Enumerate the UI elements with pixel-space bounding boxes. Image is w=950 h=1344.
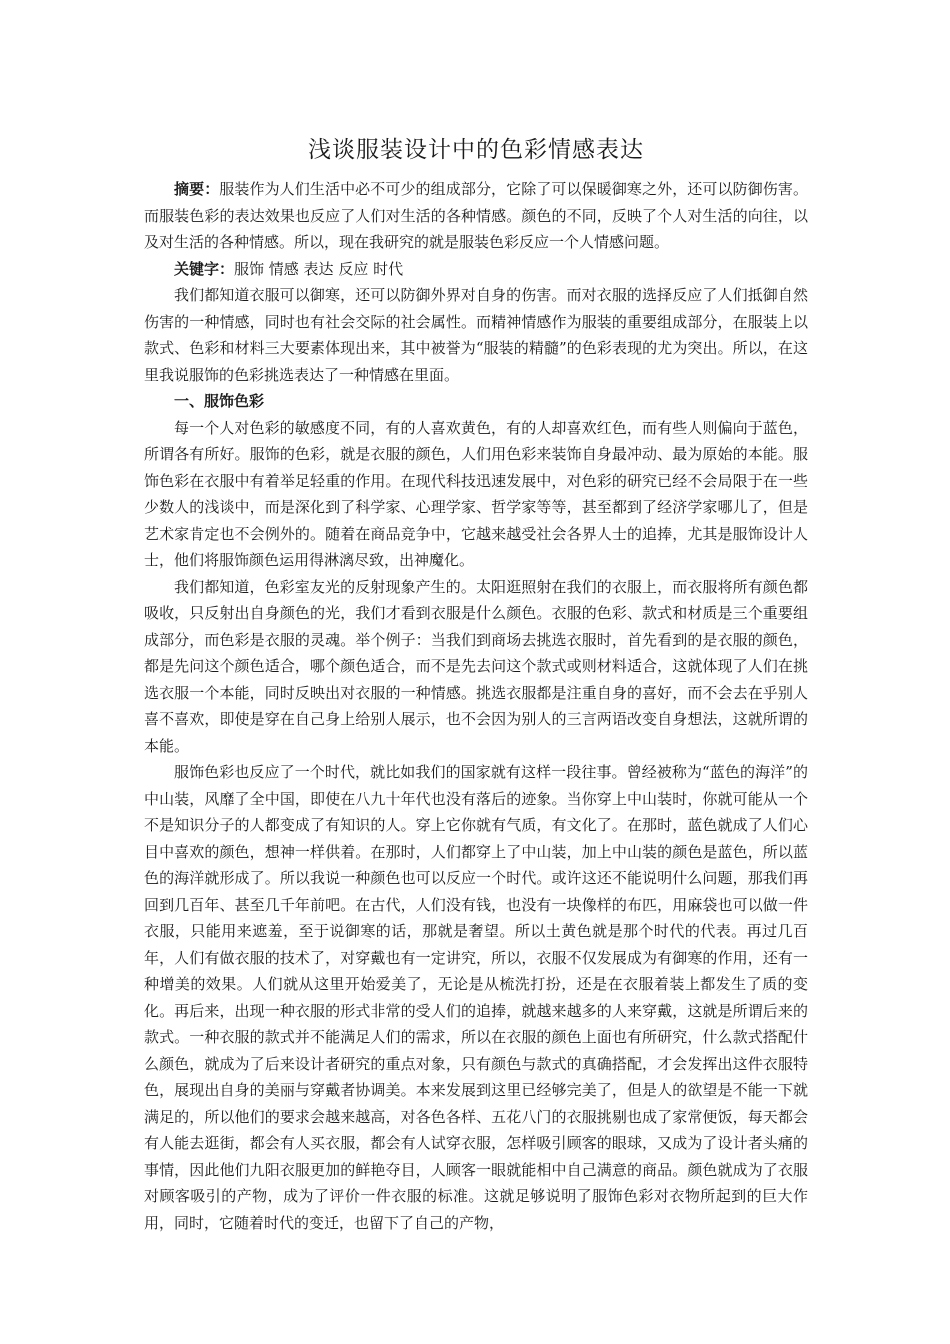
body-paragraph: 我们都知道，色彩室友光的反射现象产生的。太阳逛照射在我们的衣服上，而衣服将所有颜色都吸收，只反射出自身颜色的光，我们才看到衣服是什么颜色。衣服的色彩、款式和材质是三个重要组成部分，而色彩是衣服的灵魂。举个例子：当我们到商场去挑选衣服时，首先看到的是衣服的颜色，都是先问这个颜色适合，哪个颜色适合，而不是先去问这个款式或则材料适合，这就体现了人们在挑选衣服一个本能，同时反映出对衣服的一种情感。挑选衣服都是注重自身的喜好，而不会去在乎别人喜不喜欢，即使是穿在自己身上给别人展示，也不会因为别人的三言两语改变自身想法，这就所谓的本能。 — [144, 577, 808, 755]
abstract-text: 服装作为人们生活中必不可少的组成部分，它除了可以保暖御寒之外，还可以防御伤害。而服装色彩的表达效果也反应了人们对生活的各种情感。颜色的不同，反映了个人对生活的向往，以及对生活的各种情感。所以，现在我研究的就是服装色彩反应一个人情感问题。 — [144, 180, 808, 251]
keywords-text: 服饰 情感 表达 反应 时代 — [234, 259, 404, 278]
abstract-paragraph — [144, 176, 808, 256]
keywords-label: 关键字： — [174, 259, 235, 278]
abstract-label: 摘要： — [174, 180, 220, 198]
section-heading: 一、服饰色彩 — [174, 392, 265, 410]
document-page — [144, 134, 808, 1236]
intro-paragraph: 我们都知道衣服可以御寒，还可以防御外界对自身的伤害。而对衣服的选择反应了人们抵御自然伤害的一种情感，同时也有社会交际的社会属性。而精神情感作为服装的重要组成部分，在服装上以款式、色彩和材料三大要素体现出来，其中被誉为“服装的精髓”的色彩表现的尤为突出。所以，在这里我说服饰的色彩挑选表达了一种情感在里面。 — [144, 286, 808, 384]
keywords-paragraph — [144, 256, 808, 283]
body-paragraph: 每一个人对色彩的敏感度不同，有的人喜欢黄色，有的人却喜欢红色，而有些人则偏向于蓝色，所谓各有所好。服饰的色彩，就是衣服的颜色，人们用色彩来装饰自身最冲动、最为原始的本能。服饰色彩在衣服中有着举足轻重的作用。在现代科技迅速发展中，对色彩的研究已经不会局限于在一些少数人的浅谈中，而是深化到了科学家、心理学家、哲学家等等，甚至都到了经济学家哪儿了，但是艺术家肯定也不会例外的。随着在商品竞争中，它越来越受社会各界人士的追捧，尤其是服饰设计人士，他们将服饰颜色运用得淋漓尽致，出神魔化。 — [144, 418, 808, 569]
document-title: 浅谈服装设计中的色彩情感表达 — [308, 137, 644, 163]
body-paragraph: 服饰色彩也反应了一个时代，就比如我们的国家就有这样一段往事。曾经被称为“蓝色的海洋”的中山装，风靡了全中国，即使在八九十年代也没有落后的迹象。当你穿上中山装时，你就可能从一个不是知识分子的人都变成了有知识的人。穿上它你就有气质，有文化了。在那时，蓝色就成了人们心目中喜欢的颜色，想神一样供着。在那时，人们都穿上了中山装，加上中山装的颜色是蓝色，所以蓝色的海洋就形成了。所以我说一种颜色也可以反应一个时代。或许这还不能说明什么问题，那我们再回到几百年、甚至几千年前吧。在古代，人们没有钱，也没有一块像样的布匹，用麻袋也可以做一件衣服，只能用来遮羞，至于说御寒的话，那就是奢望。所以土黄色就是那个时代的代表。再过几百年，人们有做衣服的技术了，对穿戴也有一定讲究，所以，衣服不仅发展成为有御寒的作用，还有一种增美的效果。人们就从这里开始爱美了，无论是从梳洗打扮，还是在衣服着装上都发生了质的变化。再后来，出现一种衣服的形式非常的受人们的追捧，就越来越多的人来穿戴，这就是所谓后来的款式。一种衣服的款式并不能满足人们的需求，所以在衣服的颜色上面也有所研究，什么款式搭配什么颜色，就成为了后来设计者研究的重点对象，只有颜色与款式的真确搭配，才会发挥出这件衣服特色，展现出自身的美丽与穿戴者协调美。本来发展到这里已经够完美了，但是人的欲望是不能一下就满足的，所以他们的要求会越来越高，对各色各样、五花八门的衣服挑剔也成了家常便饭，每天都会有人能去逛街，都会有人买衣服，都会有人试穿衣服，怎样吸引顾客的眼球，又成为了设计者头痛的事情，因此他们九阳衣服更加的鲜艳夺目，人顾客一眼就能相中自己满意的商品。颜色就成为了衣服对顾客吸引的产物，成为了评价一件衣服的标准。这就足够说明了服饰色彩对衣物所起到的巨大作用，同时，它随着时代的变迁，也留下了自己的产物， — [144, 763, 808, 1232]
